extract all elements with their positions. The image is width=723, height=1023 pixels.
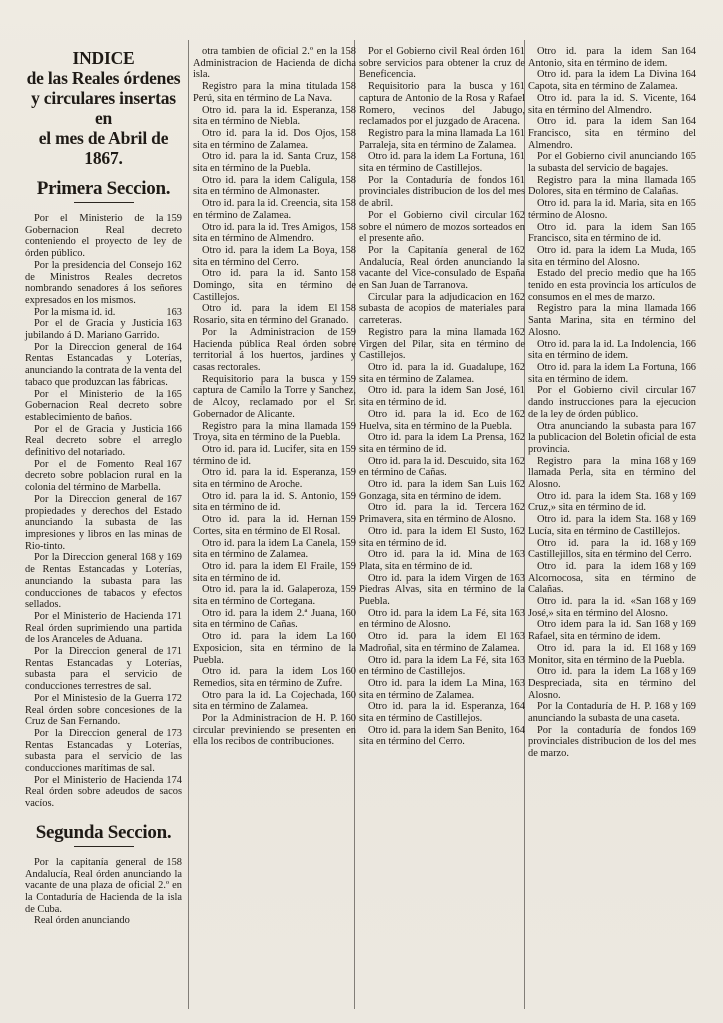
page-number: 159 [340, 514, 356, 526]
section-underline [74, 846, 134, 847]
index-entry [193, 327, 356, 374]
index-entry [193, 631, 356, 666]
index-entry [359, 725, 525, 748]
page-number: 163 [509, 572, 525, 584]
index-entry [359, 479, 525, 502]
page-number: 158 [340, 303, 356, 315]
index-entry [359, 456, 525, 479]
index-entry [528, 362, 696, 385]
index-entry [25, 260, 182, 307]
index-entry [193, 175, 356, 198]
page-number: 163 [509, 677, 525, 689]
index-entry [359, 245, 525, 292]
entry-text: Otro id. para la idem La Fé, sita en término de Alosno. [359, 607, 507, 631]
page-number: 159 [340, 584, 356, 596]
index-entry [359, 362, 525, 385]
entry-text: Por la Direccion general de Rentas Estancadas y Loterías, subasta para el servicio de conducciones terrestres de sal. [25, 646, 182, 693]
entry-text: Otro id. para la id. Santa Cruz, sita en término de la Puebla. [193, 151, 338, 175]
index-entry [528, 222, 696, 245]
entry-text: Por la contaduría de fondos provinciales distribucion de los del mes de marzo. [528, 724, 696, 760]
entry-text: Otro id. para la idem San Benito, sita en término del Cerro. [359, 724, 507, 748]
page-number: 160 [340, 607, 356, 619]
index-entry [528, 596, 696, 619]
page-number: 162 [509, 432, 525, 444]
page-number: 161 [509, 151, 525, 163]
page-number: 164 [680, 69, 696, 81]
entry-text: Por el Gobierno civil circular sobre el número de mozos sorteados en el presente año. [359, 209, 525, 245]
entry-text: Por el Ministerio de Hacienda Real órden sobre adeudos de sacos vacíos. [25, 774, 182, 810]
page-number: 167 [166, 458, 182, 470]
page-number: 159 [340, 326, 356, 338]
column-4 [528, 46, 696, 760]
index-entry [528, 175, 696, 198]
entry-text: Otro id. para la idem La Despreciada, sita en término del Alosno. [528, 666, 696, 701]
entry-text: Real órden anunciando [34, 915, 130, 927]
page-number: 158 [340, 46, 356, 57]
index-entry [528, 69, 696, 92]
index-entry [359, 502, 525, 525]
entry-text: Otra anunciando la subasta para la publicacion del Boletin oficial de esta provincia. [528, 420, 696, 455]
entry-text: Otro id. para la id. Esperanza, sita en término de Niebla. [193, 104, 338, 128]
entry-text: Otro id. para la id. Descuido, sita en término de Cañas. [359, 455, 507, 479]
page-number: 164 [680, 46, 696, 57]
page-number: 165 [680, 268, 696, 280]
index-entry [193, 303, 356, 326]
entry-text: Por la presidencia del Consejo de Ministros Reales decretos nombrando senadores á los señores expresados en los mismos. [25, 259, 182, 306]
page-number: 164 [509, 701, 525, 713]
index-entry [359, 608, 525, 631]
index-entry [193, 222, 356, 245]
index-entry [193, 713, 356, 748]
index-entry [528, 643, 696, 666]
index-entry [193, 421, 356, 444]
entry-text: Otro id. para la id. Eco de Huelva, sita en término de la Puebla. [359, 408, 512, 432]
page-number: 165 [680, 221, 696, 233]
entry-text: otra tambien de oficial 2.º en la Administracion de Hacienda de dicha isla. [193, 46, 356, 81]
index-entry [359, 46, 525, 81]
index-entry [193, 491, 356, 514]
page-number: 168 y 169 [654, 537, 696, 549]
entry-text: Otro id. para la idem El Fraile, sita en término de id. [193, 560, 338, 584]
index-entry [528, 46, 696, 69]
entry-text: Requisitorio para la busca y captura de Camilo la Torre y Sanchez, de Alcoy, reclamado por el Sr. Gobernador de Alicante. [193, 373, 356, 420]
page-number: 161 [509, 46, 525, 57]
section-title: Segunda Seccion. [35, 821, 172, 843]
column-1 [25, 46, 182, 927]
page-number: 167 [166, 493, 182, 505]
entry-text: Otro id. para la idem El Susto, sita en término de id. [359, 525, 507, 549]
index-entry [193, 81, 356, 104]
index-entry [528, 245, 696, 268]
entry-text: Circular para la adjudicacion en subasta de acopios de materiales para carreteras. [359, 291, 525, 327]
entry-text: Otro id. para la id. La Indolencia, sita en término de idem. [528, 338, 678, 362]
section-underline [74, 202, 134, 203]
index-entry [528, 93, 696, 116]
index-entry [528, 538, 696, 561]
entry-list [25, 213, 182, 810]
index-entry [528, 268, 696, 303]
entry-text: Registro para la mina llamada Troya, sita en término de la Puebla. [193, 420, 341, 444]
page-number: 165 [680, 174, 696, 186]
entry-text: Otro id. para la id. Galaperoza, sita en término de Cortegana. [193, 584, 338, 608]
page-number: 172 [166, 692, 182, 704]
entry-text: Otro id. para la idem La Boya, sita en término del Cerro. [193, 244, 338, 268]
page-number: 158 [340, 81, 356, 93]
page-number: 168 y 169 [654, 701, 696, 713]
entry-text: Por la Direccion general de Rentas Estancadas y Loterías, subasta para el servicio de las conducciones marítimas de sal. [25, 727, 182, 775]
index-entry [359, 631, 525, 654]
entry-text: Registro para la mina llamada Perla, sita en término del Alosno. [528, 455, 696, 491]
entry-text: Otro id. para la id. «San José,» sita en término del Alosno. [528, 596, 668, 619]
index-entry [528, 725, 696, 760]
entry-text: Otro id. para la id. Mina de Plata, sita en término de id. [359, 549, 507, 572]
index-entry [25, 915, 182, 927]
page-number: 165 [680, 198, 696, 210]
page-number: 158 [340, 104, 356, 116]
entry-text: Otro id. para la idem Virgen de Piedras Alvas, sita en término de la Puebla. [359, 572, 525, 608]
index-entry [25, 693, 182, 728]
page-number: 165 [680, 244, 696, 256]
entry-text: Otro id. para la idem La Exposicion, sita en término de la Puebla. [193, 631, 356, 666]
index-entry [193, 245, 356, 268]
page-number: 159 [340, 420, 356, 432]
index-entry [528, 666, 696, 701]
entry-text: Por el Gobierno civil anunciando la subasta del servicio de bagajes. [528, 151, 678, 175]
index-entry [193, 151, 356, 174]
index-entry [25, 611, 182, 646]
page-number: 171 [166, 646, 182, 658]
entry-text: Otro id. para la idem Los Remedios, sita en término de Zufre. [193, 666, 343, 689]
index-entry [193, 444, 356, 467]
entry-text: Por el de Gracia y Justicia jubilando á D. Mariano Garrido. [25, 318, 164, 342]
page-number: 158 [340, 198, 356, 210]
index-entry [193, 374, 356, 421]
page-number: 160 [340, 713, 356, 725]
index-entry [359, 175, 525, 210]
page-number: 162 [509, 408, 525, 420]
page-number: 160 [340, 689, 356, 701]
entry-text: Otro para la id. La Cojechada, sita en término de Zalamea. [193, 689, 338, 713]
entry-text: Por el Gobierno civil circular dando instrucciones para la ejecucion de la ley de órden público. [528, 385, 696, 420]
entry-text: Registro para la mina llamada Santa Marina, sita en término del Alosno. [528, 303, 696, 338]
page-number: 171 [166, 610, 182, 622]
entry-text: Requisitorio para la busca y captura de Antonio de la Rosa y Rafael Romero, vecinos del Jabugo, reclamados por el juzgado de Aracena. [359, 81, 525, 128]
index-entry [193, 561, 356, 584]
page-number: 168 y 169 [654, 596, 696, 608]
index-entry [25, 307, 182, 319]
entry-text: Por el Gobierno civil Real órden sobre servicios para obtener la cruz de Beneficencia. [359, 46, 525, 81]
index-entry [528, 303, 696, 338]
page-number: 168 y 169 [654, 666, 696, 678]
page-number: 168 y 169 [654, 514, 696, 526]
page-number: 164 [680, 92, 696, 104]
entry-text: Por la capitanía general de Andalucía, Real órden anunciando la vacante de una plaza de oficial 2.º en la Contaduría de Hacienda de la isla de Cuba. [25, 856, 182, 915]
index-entry [359, 128, 525, 151]
page-number: 159 [340, 373, 356, 385]
entry-text: Otro id. para la idem San Francisco, sita en término del Almendro. [528, 116, 696, 151]
entry-text: Otro id. para la id. Tercera Primavera, sita en término de Alosno. [359, 502, 516, 526]
entry-text: Por la Direccion general de Rentas Estancadas y Loterías, anunciando la subasta para las conducciones de tabacos y efectos sellados. [25, 552, 182, 611]
index-entry [359, 549, 525, 572]
section-heading-segunda [25, 822, 182, 847]
index-entry [528, 116, 696, 151]
page-number: 159 [340, 490, 356, 502]
entry-text: Otro id. para la idem Calígula, sita en término de Almonaster. [193, 174, 338, 198]
page-number: 168 y 169 [654, 490, 696, 502]
index-entry [528, 421, 696, 456]
entry-text: Por la Administracion de Hacienda pública Real órden sobre territorial á los huertos, jardines y casas rectorales. [193, 326, 356, 373]
entry-text: Otro id. para la idem La Fé, sita en término de Castillejos. [359, 654, 507, 678]
index-entry [25, 318, 182, 341]
entry-text: Otro id. para la id. Maria, sita en término de Alosno. [528, 198, 678, 221]
page-number: 162 [509, 209, 525, 221]
index-entry [25, 213, 182, 260]
entry-text: Otro id. para la id. Esperanza, sita en término de Castillejos. [359, 701, 507, 725]
entry-text: Estado del precio medio que ha tenido en esta provincia los artículos de consumos en el mes de marzo. [528, 268, 696, 303]
page-number: 162 [509, 361, 525, 373]
entry-text: Otro id. para la id. Creencia, sita en término de Zalamea. [193, 198, 338, 221]
entry-text: Otro id. para la idem San Luis Gonzaga, sita en término de idem. [359, 479, 507, 502]
entry-text: Otro idem para la id. San Rafael, sita en término de idem. [528, 619, 661, 643]
section-heading-primera [25, 178, 182, 203]
entry-text: Registro para la mina llamada Dolores, sita en término de Calañas. [528, 174, 679, 198]
index-entry [359, 81, 525, 128]
page-number: 174 [166, 774, 182, 786]
page-number: 169 [680, 724, 696, 736]
entry-text: Otro id. para la idem La Mina, sita en término de Zalamea. [359, 677, 507, 701]
column-3 [359, 46, 525, 748]
index-title [25, 48, 182, 168]
index-entry [193, 538, 356, 561]
index-entry [528, 385, 696, 420]
index-entry [193, 46, 356, 81]
page-number: 168 y 169 [654, 642, 696, 654]
entry-text: Otro id. para la idem El Rosario, sita en término del Granado. [193, 303, 349, 327]
page-number: 163 [509, 549, 525, 561]
index-entry [528, 514, 696, 537]
index-entry [193, 608, 356, 631]
page-number: 158 [340, 127, 356, 139]
entry-text: Registro para la mina titulada Perú, sita en término de La Nava. [193, 81, 338, 104]
entry-text: Otro id. para la idem La Fortuna, sita en término de Castillejos. [359, 151, 507, 175]
entry-text: Otro id. para la idem El Madroñal, sita en término de Zalamea. [359, 631, 520, 654]
entry-text: Otro id. para la idem La Canela, sita en término de Zalamea. [193, 537, 338, 561]
index-entry [193, 198, 356, 221]
page-number: 161 [509, 385, 525, 397]
entry-text: Por la Direccion general de Rentas Estancadas y Loterías, anunciando la contrata de la venta del tabaco que produzcan las fábricas. [25, 341, 182, 388]
entry-text: Por el Ministesio de la Guerra Real órden sobre concesiones de la Cruz de San Fernando. [25, 692, 182, 728]
index-entry [193, 467, 356, 490]
page-number: 168 y 169 [654, 560, 696, 572]
index-entry [359, 678, 525, 701]
index-entry [359, 432, 525, 455]
entry-text: Por el de Gracia y Justicia Real decreto sobre el arreglo definitivo del notariado. [25, 423, 182, 459]
index-entry [193, 666, 356, 689]
entry-text: Otro id. para la id. Castillejillos, sita en término del Cerro. [528, 537, 692, 561]
index-entry [359, 327, 525, 362]
page-number: 158 [340, 151, 356, 163]
index-entry [25, 775, 182, 810]
page-number: 158 [166, 856, 182, 868]
entry-text: Otro id. para la id. Esperanza, sita en término de Aroche. [193, 467, 338, 491]
page-number: 158 [340, 221, 356, 233]
page-number: 166 [680, 338, 696, 350]
page-number: 159 [166, 213, 182, 224]
index-entry [193, 128, 356, 151]
page-number: 158 [340, 268, 356, 280]
entry-text: Otro id. para la idem San Antonio, sita en término de idem. [528, 46, 678, 69]
entry-text: Por la Contaduría de fondos provinciales distribucion de los del mes de abril. [359, 174, 525, 210]
index-entry [25, 424, 182, 459]
entry-text: Otro id. para la id. Tres Amigos, sita en término de Almendro. [193, 221, 338, 245]
index-entry [359, 385, 525, 408]
page-number: 162 [166, 259, 182, 271]
index-entry [359, 701, 525, 724]
index-entry [193, 690, 356, 713]
index-entry [193, 584, 356, 607]
page-number: 163 [509, 631, 525, 643]
entry-text: Por la Contaduría de H. P. anunciando la subasta de una caseta. [528, 701, 680, 725]
entry-text: Por la misma id. id. [34, 306, 116, 318]
index-entry [25, 552, 182, 611]
entry-text: Otro id. para la idem Sta. Lucía, sita en término de Castillejos. [528, 514, 681, 537]
page-number: 160 [340, 631, 356, 643]
title-line: de las Reales órdenes [26, 68, 181, 88]
index-entry [359, 292, 525, 327]
index-entry [359, 210, 525, 245]
index-entry [193, 514, 356, 537]
title-line: el mes de Abril de 1867. [38, 128, 169, 168]
title-line: y circulares insertas en [31, 88, 176, 128]
index-entry [25, 857, 182, 916]
index-entry [528, 701, 696, 724]
entry-text: Otro id. para la id. Dos Ojos, sita en término de Zalamea. [193, 127, 338, 151]
index-entry [25, 494, 182, 553]
page-number: 160 [340, 666, 356, 678]
page-number: 167 [680, 420, 696, 432]
column-rule [188, 40, 189, 1009]
page-number: 166 [680, 361, 696, 373]
index-entry [359, 573, 525, 608]
page-number: 163 [509, 607, 525, 619]
index-entry [528, 339, 696, 362]
index-entry [25, 459, 182, 494]
index-entry [528, 619, 696, 642]
page-number: 165 [680, 151, 696, 163]
entry-text: Otro id. para la idem La Divina Capota, sita en término de Zalamea. [528, 69, 678, 93]
entry-text: Otro id. para la id. Guadalupe, sita en término de Zalamea. [359, 361, 507, 385]
page-number: 168 y 169 [654, 455, 696, 467]
page-number: 162 [509, 291, 525, 303]
entry-text: Otro id. para la id. Hernan Cortes, sita en término de El Rosal. [193, 514, 341, 537]
page-number: 163 [166, 318, 182, 330]
index-entry [528, 151, 696, 174]
page-number: 167 [680, 385, 696, 397]
page-number: 159 [340, 443, 356, 455]
entry-text: Otro id. para la idem Sta. Cruz,» sita en término de id. [528, 490, 652, 514]
page-number: 159 [340, 560, 356, 572]
page-number: 164 [680, 116, 696, 128]
entry-text: Otro id. para la id. S. Vicente, sita en término del Almendro. [528, 92, 678, 116]
page-number: 162 [509, 525, 525, 537]
entry-text: Otro id. para la id. S. Antonio, sita en término de id. [193, 490, 338, 514]
entry-text: Otro id. para id. Lucifer, sita en término de id. [193, 443, 338, 467]
index-entry [359, 151, 525, 174]
entry-text: Por el Ministerio de Hacienda Real órden suprimiendo una partida de los Aranceles de Aduana. [25, 610, 182, 646]
index-entry [193, 268, 356, 303]
entry-text: Otro id. para la idem San Francisco, sita en término de id. [528, 221, 678, 245]
page-number: 168 y 169 [140, 552, 182, 564]
entry-text: Por el Ministerio de la Gobernacion Real decreto conteniendo el proyecto de ley de órden público. [25, 213, 182, 260]
entry-text: Otro id. para la idem San José, sita en término de id. [359, 385, 507, 409]
index-entry [25, 728, 182, 775]
index-entry [528, 491, 696, 514]
page-number: 158 [340, 244, 356, 256]
entry-text: Por el Ministerio de la Gobernacion Real decreto sobre establecimiento de baños. [25, 388, 182, 423]
entry-list [25, 857, 182, 927]
page-number: 165 [166, 388, 182, 400]
index-entry [25, 342, 182, 389]
page-number: 162 [509, 244, 525, 256]
page-number: 164 [509, 724, 525, 736]
index-entry [528, 456, 696, 491]
title-line: INDICE [72, 48, 135, 68]
page-number: 162 [509, 326, 525, 338]
page-number: 162 [509, 502, 525, 514]
page-number: 159 [340, 467, 356, 479]
entry-text: Por la Direccion general de propiedades y derechos del Estado anunciando la subasta de las impresiones y libros en las minas de Rio-tinto. [25, 493, 182, 552]
section-title: Primera Seccion. [36, 178, 171, 199]
index-entry [359, 655, 525, 678]
page-number: 168 y 169 [654, 619, 696, 631]
entry-text: Otro id. para la idem La Fortuna, sita en término de idem. [528, 361, 678, 385]
page-number: 158 [340, 174, 356, 186]
page-number: 162 [509, 455, 525, 467]
index-entry [359, 409, 525, 432]
index-entry [193, 105, 356, 128]
entry-text: Otro id. para la idem La Prensa, sita en término de id. [359, 432, 507, 455]
page-number: 173 [166, 727, 182, 739]
page-number: 166 [680, 303, 696, 315]
page-number: 166 [166, 423, 182, 435]
page-number: 163 [166, 306, 182, 318]
page-number: 161 [509, 127, 525, 139]
index-entry [25, 646, 182, 693]
entry-text: Otro id. para la id. El Monitor, sita en término de la Puebla. [528, 642, 685, 666]
page-number: 161 [509, 174, 525, 186]
entry-text: Otro id. para la idem La Muda, sita en término del Alosno. [528, 244, 678, 268]
entry-text: Registro para la mina llamada La Parraleja, sita en término de Zalamea. [359, 127, 517, 151]
page-number: 162 [509, 479, 525, 491]
entry-text: Por la Capitanía general de Andalucía, Real órden anunciando la vacante del Vice-consulado de España en San Juan de Tarranova. [359, 244, 525, 292]
entry-text: Otro id. para la idem Alcornocosa, sita en término de Calañas. [528, 560, 696, 596]
page-number: 164 [166, 341, 182, 353]
entry-text: Por la Administracion de H. P. circular previniendo se presenten en ella los recibos de contribuciones. [193, 713, 356, 748]
page-number: 161 [509, 81, 525, 93]
index-entry [528, 198, 696, 221]
page-number: 163 [509, 654, 525, 666]
entry-text: Registro para la mina llamada Virgen del Pilar, sita en término de Castillejos. [359, 326, 525, 362]
index-entry [528, 561, 696, 596]
page-number: 159 [340, 537, 356, 549]
entry-text: Otro id. para la id. Santo Domingo, sita en término de Castillejos. [193, 268, 356, 303]
entry-text: Otro id. para la idem 2.ª Juana, sita en término de Cañas. [193, 607, 338, 631]
index-entry [359, 526, 525, 549]
index-entry [25, 389, 182, 424]
column-2 [193, 46, 356, 748]
entry-text: Por el de Fomento Real decreto sobre poblacion rural en la colonia del término de Marbella. [25, 458, 182, 494]
